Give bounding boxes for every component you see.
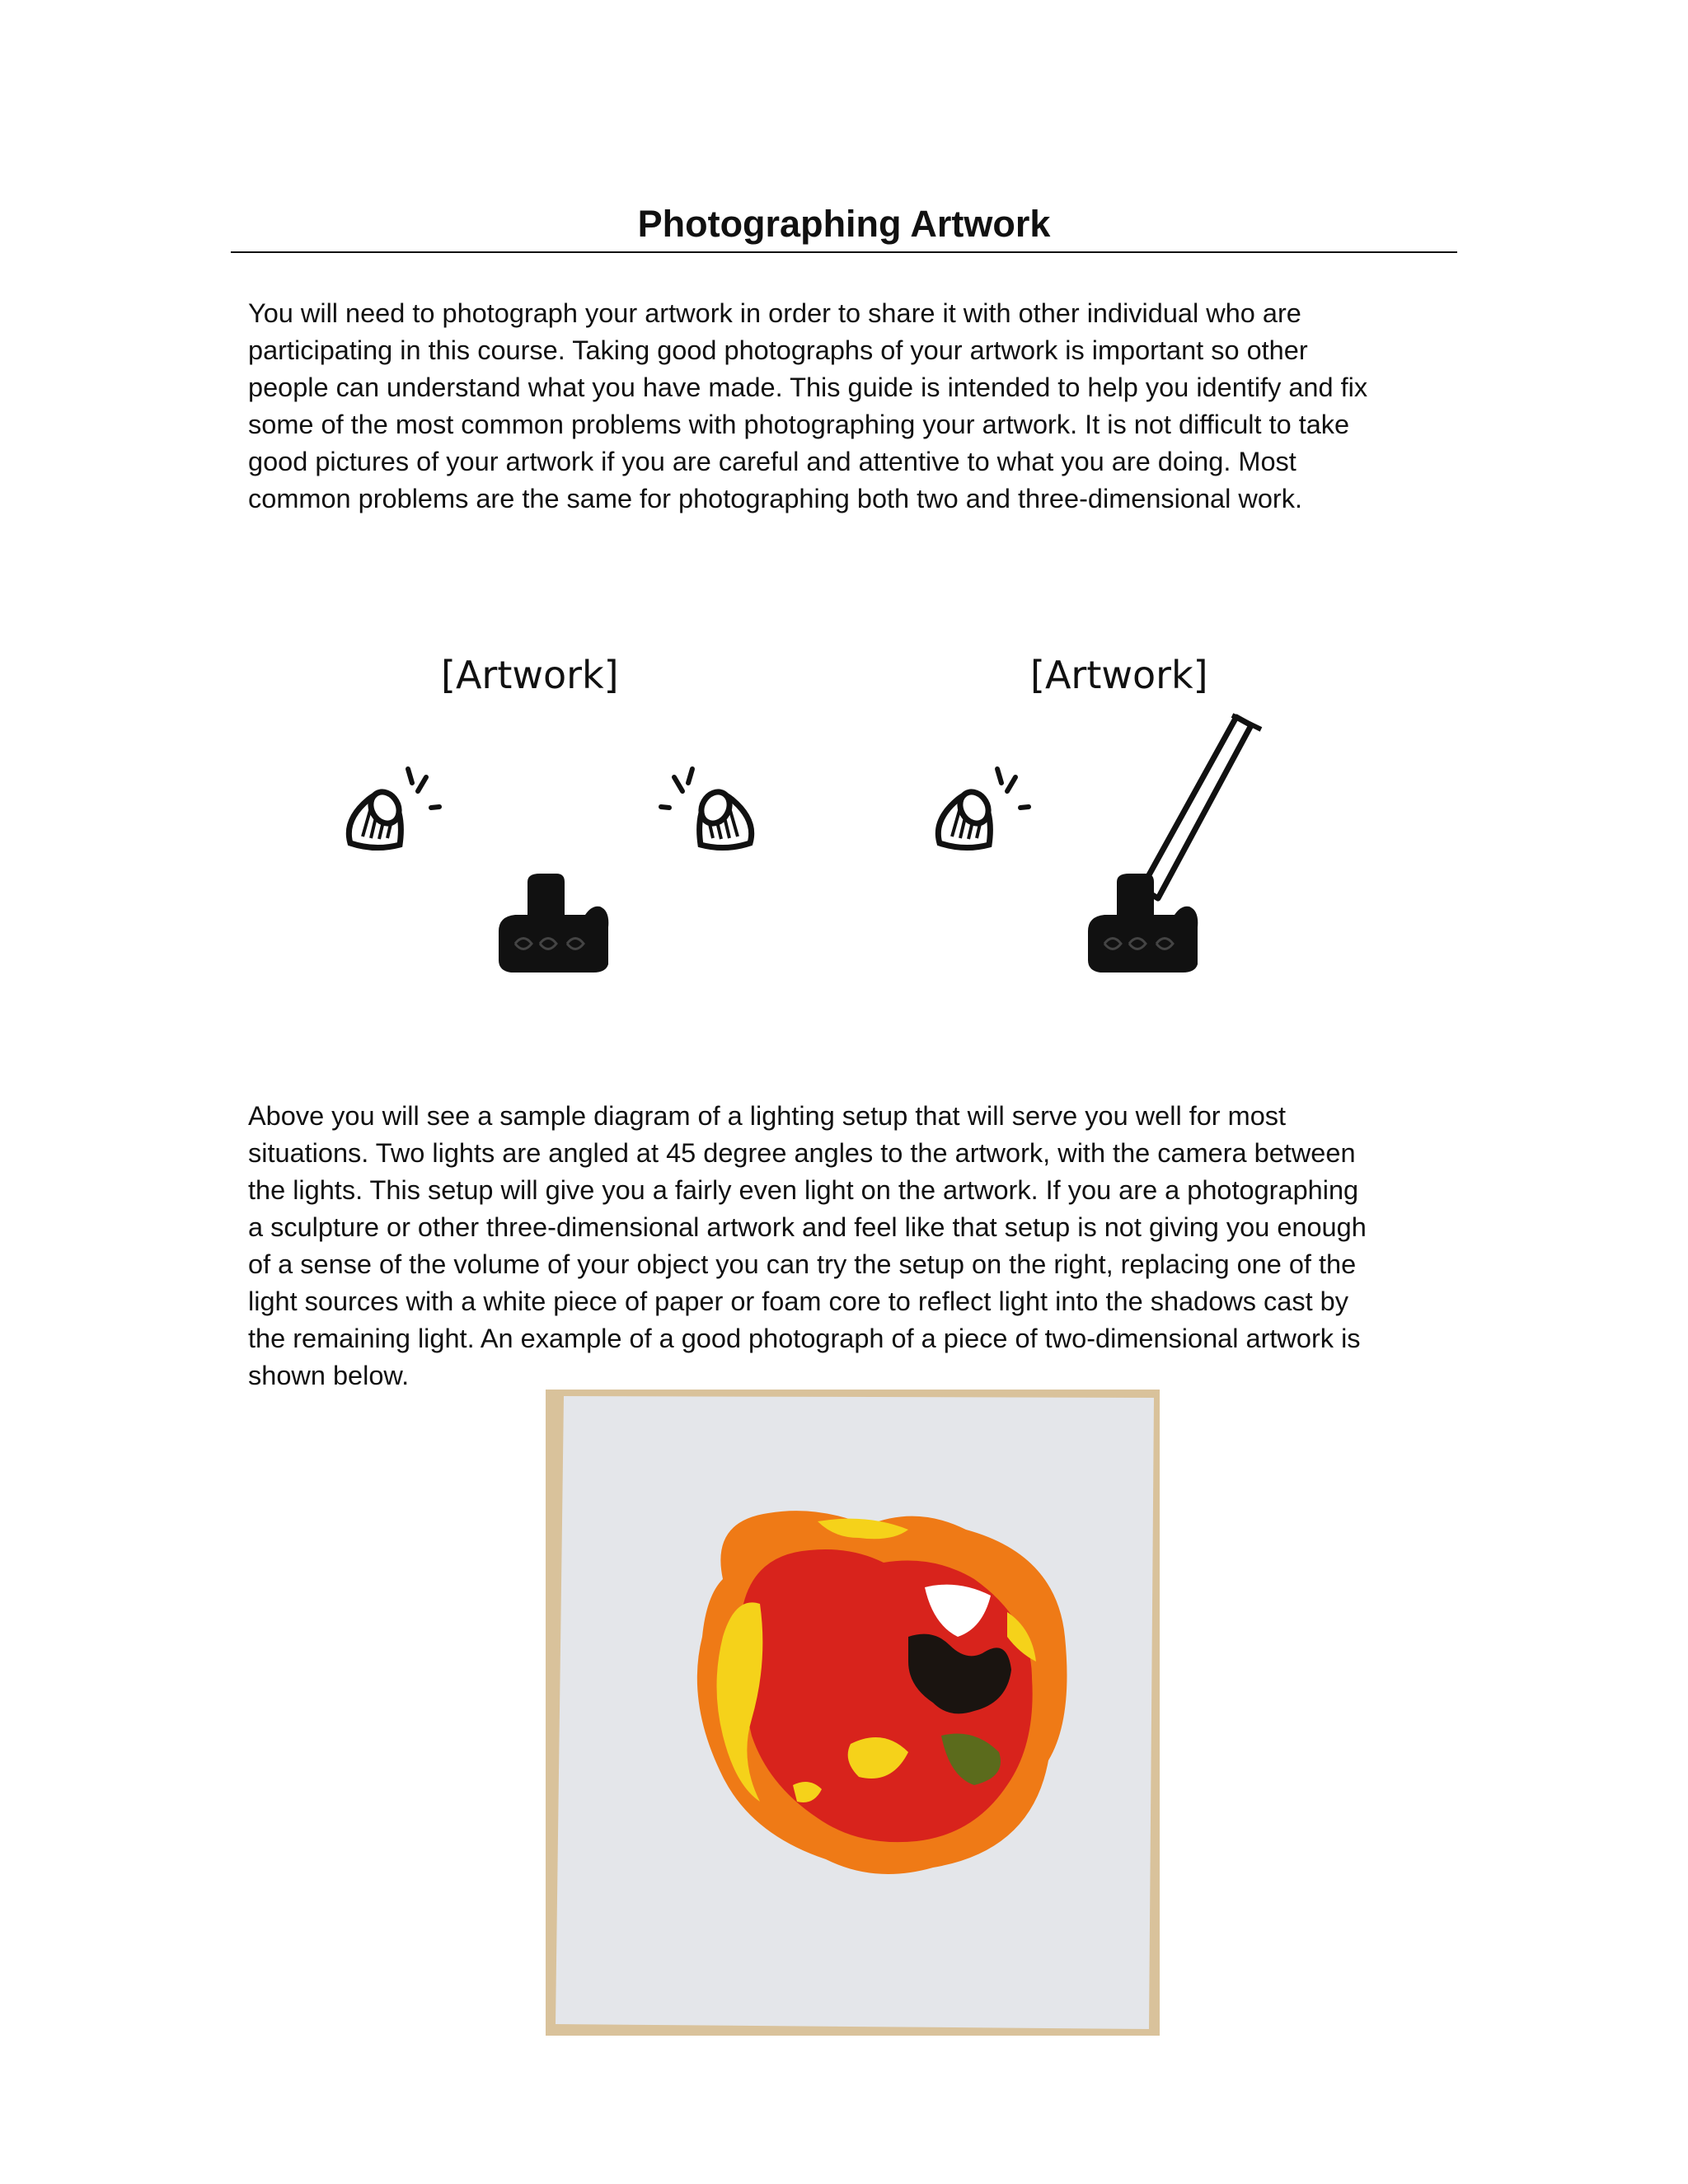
body-paragraph: [248, 1098, 1451, 1394]
body-line: situations. Two lights are angled at 45 degree angles to the artwork, with the camera between: [248, 1138, 1356, 1168]
intro-line: some of the most common problems with photographing your artwork. It is not difficult to take: [248, 410, 1350, 439]
intro-line: You will need to photograph your artwork in order to share it with other individual who are: [248, 298, 1301, 328]
reflector-board-icon: [1142, 715, 1261, 898]
intro-line: good pictures of your artwork if you are careful and attentive to what you are doing. Most: [248, 447, 1296, 476]
light-icon: [938, 769, 1029, 848]
intro-line: common problems are the same for photographing both two and three-dimensional work.: [248, 484, 1303, 513]
example-artwork-photo: [546, 1390, 1160, 2036]
intro-paragraph: [248, 295, 1451, 518]
intro-line: people can understand what you have made. This guide is intended to help you identify and fix: [248, 373, 1368, 402]
artwork-label-right: [Artwork]: [1030, 653, 1208, 697]
camera-icon: [499, 874, 608, 972]
body-line: Above you will see a sample diagram of a lighting setup that will serve you well for most: [248, 1101, 1287, 1131]
body-line: the remaining light. An example of a good photograph of a piece of two-dimensional artwork is: [248, 1324, 1361, 1353]
intro-line: participating in this course. Taking good photographs of your artwork is important so other: [248, 335, 1308, 365]
body-line: a sculpture or other three-dimensional artwork and feel like that setup is not giving you enough: [248, 1212, 1367, 1242]
light-icon: [661, 769, 752, 848]
camera-icon: [1088, 874, 1198, 972]
left-setup: [349, 653, 751, 972]
light-icon: [349, 769, 439, 848]
lighting-setup-diagram: [313, 626, 1418, 1038]
body-line: light sources with a white piece of paper or foam core to reflect light into the shadows cast by: [248, 1286, 1348, 1316]
body-line: of a sense of the volume of your object you can try the setup on the right, replacing one of the: [248, 1249, 1357, 1279]
right-setup: [938, 653, 1261, 972]
body-line: the lights. This setup will give you a fairly even light on the artwork. If you are a photographing: [248, 1175, 1359, 1205]
page-title: Photographing Artwork: [637, 203, 1051, 245]
body-line: shown below.: [248, 1361, 410, 1390]
artwork-label-left: [Artwork]: [441, 653, 619, 697]
title-divider: [231, 251, 1457, 253]
